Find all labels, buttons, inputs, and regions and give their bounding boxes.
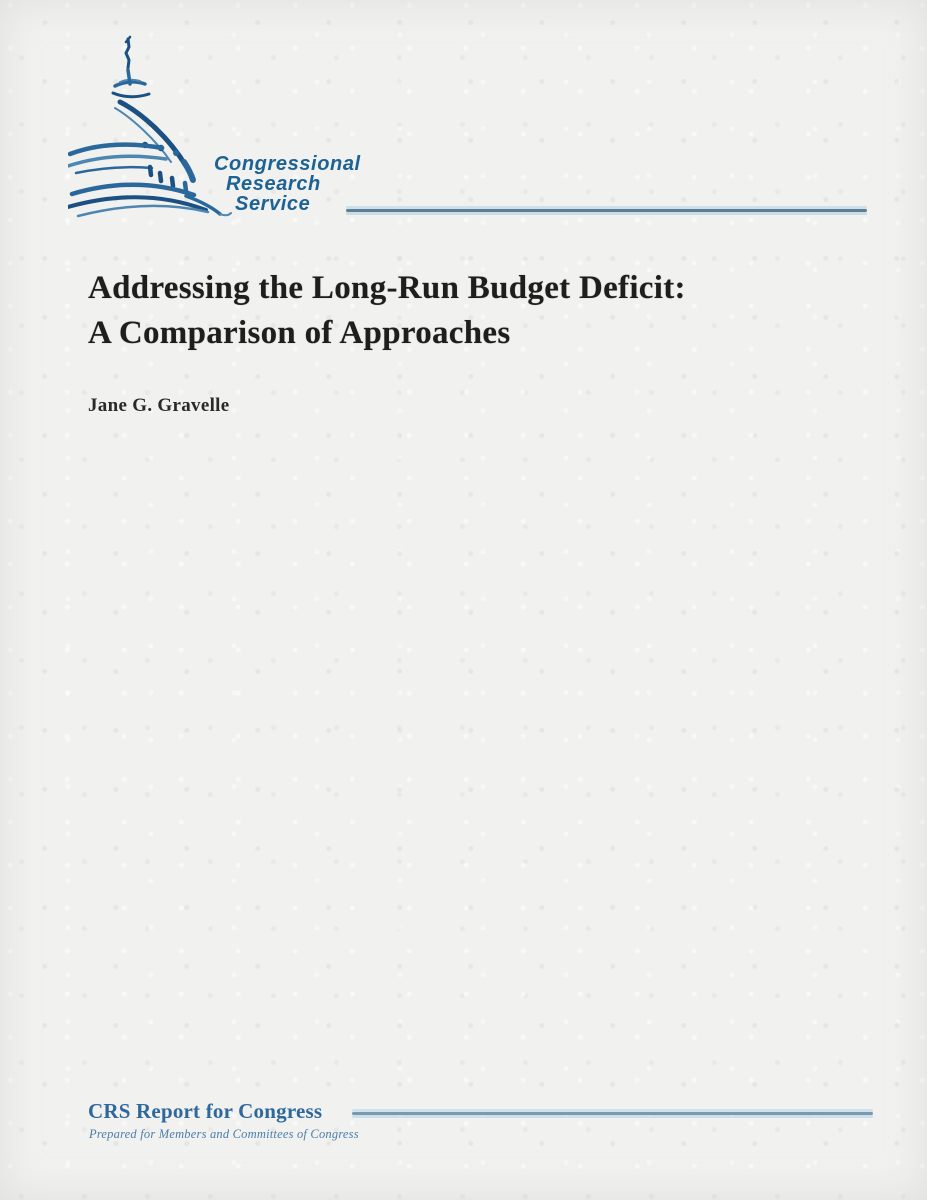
crs-wordmark <box>214 154 361 214</box>
author-name: Jane G. Gravelle <box>88 395 230 416</box>
report-series-label: CRS Report for Congress <box>88 1099 323 1123</box>
report-title <box>88 266 868 356</box>
footer-rule <box>352 1112 873 1115</box>
footer-tagline: Prepared for Members and Committees of Congress <box>89 1127 359 1141</box>
capitol-dome-icon <box>68 26 232 224</box>
crs-wordmark-line-3: Service <box>235 193 311 215</box>
crs-wordmark-line-2: Research <box>226 173 321 195</box>
report-title-line-2: A Comparison of Approaches <box>88 315 511 351</box>
report-title-line-1: Addressing the Long-Run Budget Deficit: <box>88 270 686 306</box>
crs-wordmark-line-1: Congressional <box>214 153 361 175</box>
header-rule <box>346 209 867 212</box>
